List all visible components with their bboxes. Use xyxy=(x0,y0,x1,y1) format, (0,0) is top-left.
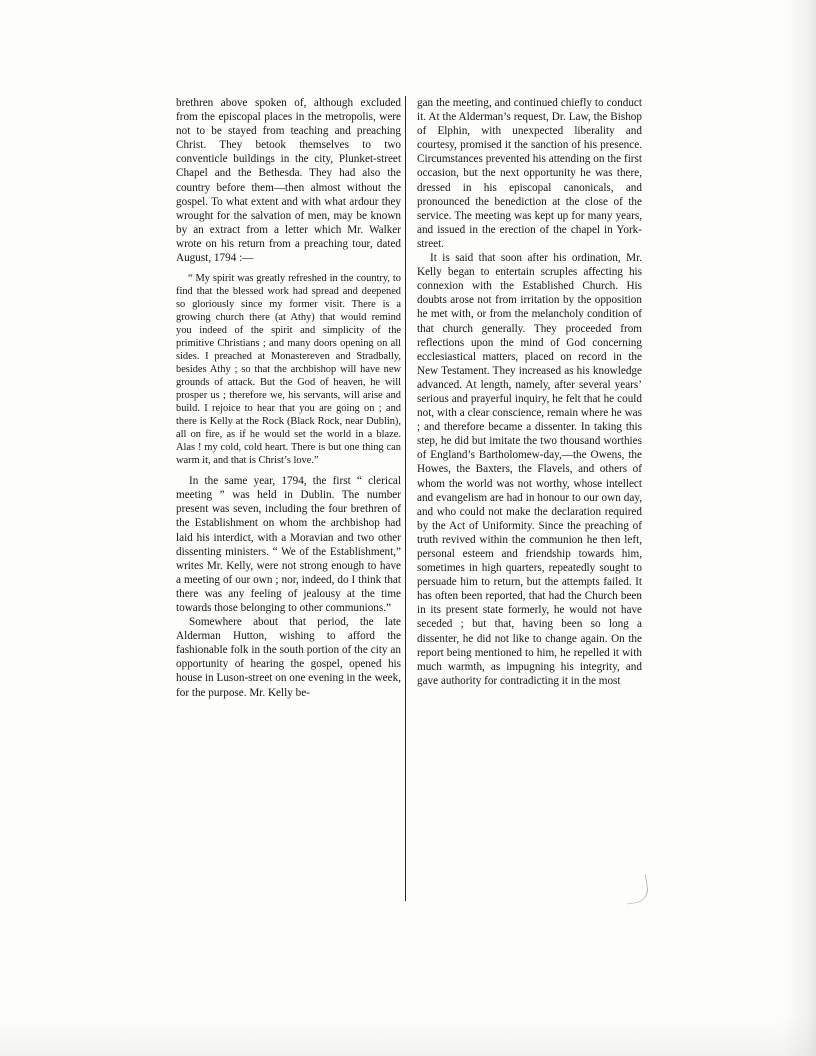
right-column xyxy=(417,96,642,908)
quote-paragraph: “ My spirit was greatly refreshed in the country, to find that the blessed work had spread and deepened so gloriously since my former visit. There is a growing church there (at Athy) that would remind you indeed of the spirit and simplicity of the primitive Christians ; and many doors opening on all sides. I preached at Monastereven and Stradbally, besides Athy ; so that the archbishop will have new grounds of attack. But the God of heaven, he will prosper us ; therefore we, his servants, will arise and build. I rejoice to hear that you are going on ; and there is Kelly at the Rock (Black Rock, near Dublin), all on fire, as if he would set the world in a blaze. Alas ! my cold, cold heart. There is but one thing can warm it, and that is Christ’s love.” xyxy=(176,273,401,467)
paragraph: In the same year, 1794, the first “ clerical meeting ” was held in Dublin. The number present was seven, including the four brethren of the Establishment on whom the archbishop had laid his interdict, with a Moravian and two other dissenting ministers. “ We of the Establishment,” writes Mr. Kelly, were not strong enough to have a meeting of our own ; nor, indeed, do I think that there was any feeling of jealousy at the time towards those belonging to other communions.” xyxy=(176,475,401,614)
paragraph: brethren above spoken of, although excluded from the episcopal places in the metropolis, were not to be stayed from teaching and preaching Christ. They betook themselves to two conventicle buildings in the city, Plunket-street Chapel and the Bethesda. They had also the country before them—then almost without the gospel. To what extent and with what ardour they wrought for the salvation of men, may be known by an extract from a letter which Mr. Walker wrote on his return from a preaching tour, dated August, 1794 :— xyxy=(176,97,401,265)
left-column xyxy=(176,96,401,908)
paragraph: Somewhere about that period, the late Alderman Hutton, wishing to afford the fashionable folk in the south portion of the city an opportunity of hearing the gospel, opened his house in Luson-street on one evening in the week, for the purpose. Mr. Kelly be- xyxy=(176,616,401,699)
two-column-text-body xyxy=(176,96,642,908)
paragraph: It is said that soon after his ordination, Mr. Kelly began to entertain scruples affecting his connexion with the Established Church. His doubts arose not from irritation by the opposition he met with, or from the melancholy condition of that church generally. They proceeded from reflections upon the mind of God concerning ecclesiastical matters, placed on record in the New Testament. They increased as his knowledge advanced. At length, namely, after several years’ serious and prayerful inquiry, he felt that he could not, with a clear conscience, remain where he was ; and therefore became a dissenter. In taking this step, he did but imitate the two thousand worthies of England’s Bartholomew-day,—the Owens, the Howes, the Baxters, the Flavels, and others of whom the world was not worthy, whose intellect and evangelism are had in honour to our own day, and who could not make the declaration required by the Act of Uniformity. Since the preaching of truth revived within the communion he then left, personal esteem and friendship towards him, sometimes in high quarters, repeatedly sought to persuade him to return, but the attempts failed. It has often been reported, that had the Church been in its present state formerly, he would not have seceded ; but that, having been so long a dissenter, he did not like to change again. On the report being mentioned to him, he repelled it with much warmth, as impugning his integrity, and gave authority for contradicting it in the most xyxy=(417,252,642,687)
paragraph: gan the meeting, and continued chiefly to conduct it. At the Alderman’s request, Dr. Law, the Bishop of Elphin, with unexpected liberality and courtesy, promised it the sanction of his presence. Circumstances prevented his attending on the first occasion, but the next opportunity he was there, dressed in his episcopal canonicals, and pronounced the benediction at the close of the service. The meeting was kept up for many years, and issued in the erection of the chapel in York-street. xyxy=(417,97,642,250)
block-quote xyxy=(176,272,401,467)
